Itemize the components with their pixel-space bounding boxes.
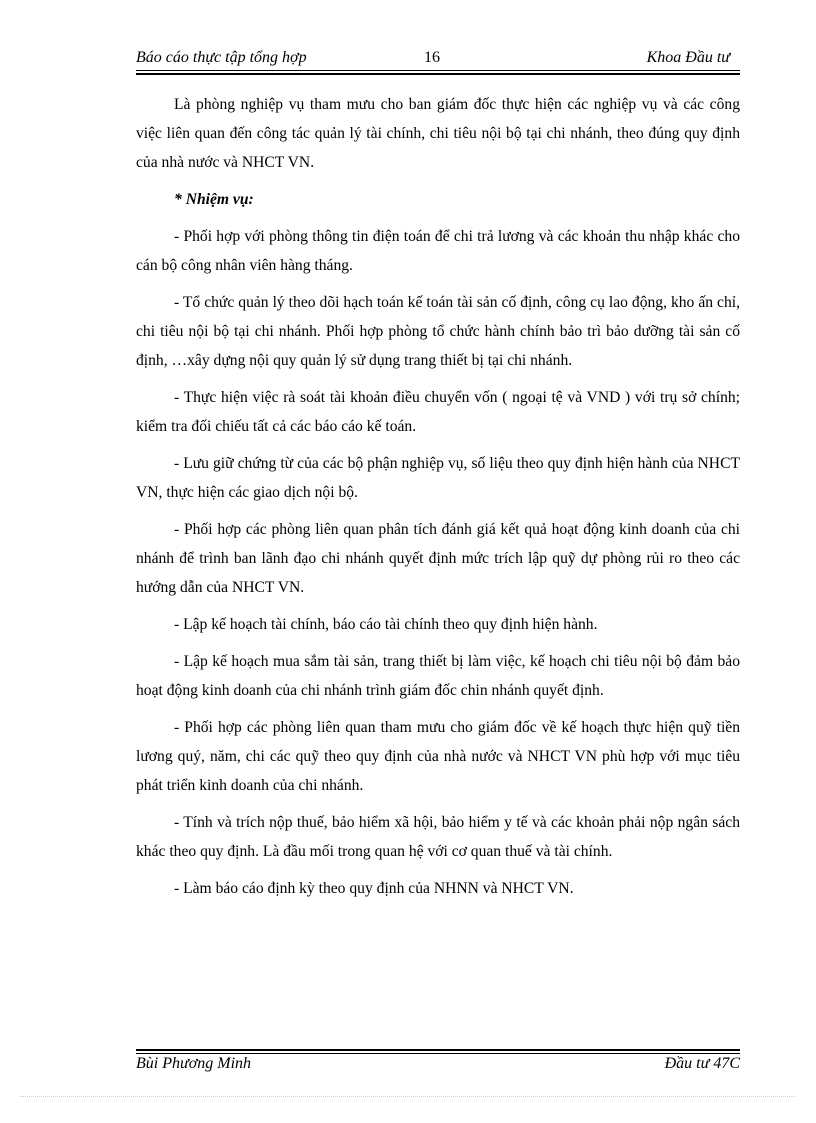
document-body (136, 90, 740, 911)
header-divider (136, 70, 740, 71)
footer-divider-thick (136, 1049, 740, 1051)
page-number: 16 (424, 49, 440, 66)
task-item: - Phối hợp với phòng thông tin điện toán để chi trả lương và các khoản thu nhập khác cho cán bộ công nhân viên hàng tháng. (136, 228, 740, 274)
intro-paragraph: Là phòng nghiệp vụ tham mưu cho ban giám đốc thực hiện các nghiệp vụ và các công việc liên quan đến công tác quản lý tài chính, chi tiêu nội bộ tại chi nhánh, theo đúng quy định của nhà nước và NHCT VN. (136, 96, 740, 171)
footer-class: Đầu tư 47C (664, 1055, 740, 1072)
header-faculty: Khoa Đầu tư (646, 49, 730, 66)
footer-divider (136, 1053, 740, 1054)
header-report-title: Báo cáo thực tập tổng hợp (136, 49, 307, 66)
task-item: - Lập kế hoạch tài chính, báo cáo tài chính theo quy định hiện hành. (174, 616, 598, 633)
task-item: - Phối hợp các phòng liên quan tham mưu cho giám đốc về kế hoạch thực hiện quỹ tiền lương quý, năm, chi các quỹ theo quy định của nhà nước và NHCT VN phù hợp với mục tiêu phát triển kinh doanh của chi nhánh. (136, 719, 740, 794)
task-item: - Phối hợp các phòng liên quan phân tích đánh giá kết quả hoạt động kinh doanh của chi nhánh để trình ban lãnh đạo chi nhánh quyết định mức trích lập quỹ dự phòng rủi ro theo các hướng dẫn của NHCT VN. (136, 521, 740, 596)
task-item: - Làm báo cáo định kỳ theo quy định của NHNN và NHCT VN. (174, 880, 574, 897)
task-item: - Lưu giữ chứng từ của các bộ phận nghiệp vụ, số liệu theo quy định hiện hành của NHCT VN, thực hiện các giao dịch nội bộ. (136, 455, 740, 501)
page-bottom-border (20, 1096, 796, 1097)
footer-author: Bùi Phương Minh (136, 1055, 252, 1072)
task-item: - Tính và trích nộp thuế, bảo hiểm xã hội, bảo hiểm y tế và các khoản phải nộp ngân sách khác theo quy định. Là đầu mối trong quan hệ với cơ quan thuế và tài chính. (136, 814, 740, 860)
tasks-heading: * Nhiệm vụ: (174, 191, 254, 208)
page-header (136, 47, 740, 71)
task-item: - Thực hiện việc rà soát tài khoản điều chuyển vốn ( ngoại tệ và VND ) với trụ sở chính; kiểm tra đối chiếu tất cả các báo cáo kế toán. (136, 389, 740, 435)
header-divider-thick (136, 73, 740, 75)
task-item: - Lập kế hoạch mua sắm tài sản, trang thiết bị làm việc, kế hoạch chi tiêu nội bộ đảm bảo hoạt động kinh doanh của chi nhánh trình giám đốc chin nhánh quyết định. (136, 653, 740, 699)
task-item: - Tổ chức quản lý theo dõi hạch toán kế toán tài sản cố định, công cụ lao động, kho ấn chỉ, chi tiêu nội bộ tại chi nhánh. Phối hợp phòng tổ chức hành chính bảo trì bảo dưỡng tài sản cố định, …xây dựng nội quy quản lý sử dụng trang thiết bị tại chi nhánh. (136, 294, 740, 369)
